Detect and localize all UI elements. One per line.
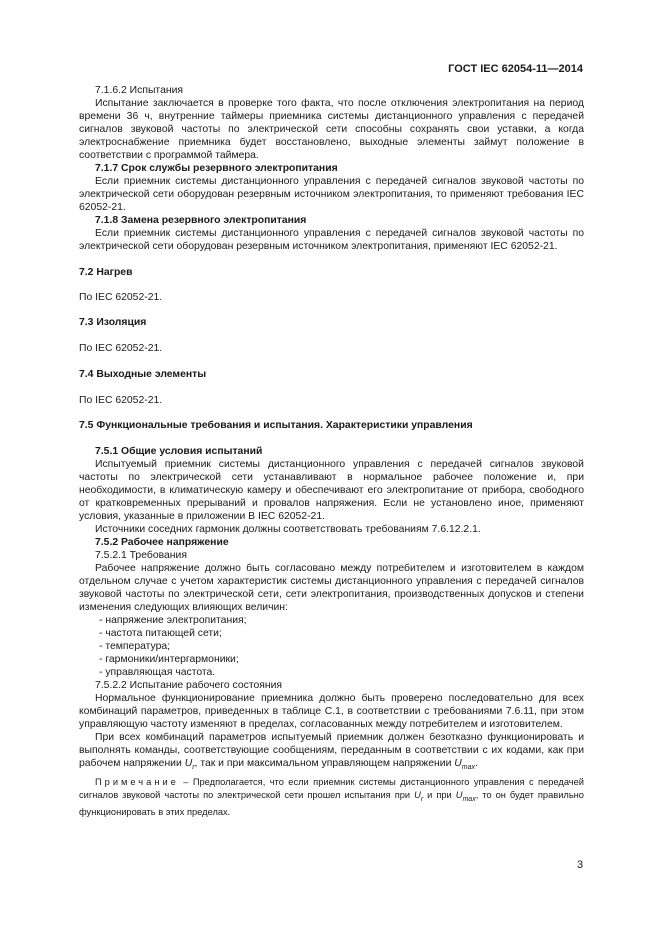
list-item: - частота питающей сети; [99, 628, 222, 639]
paragraph: Нормальное функционирование приемника должно быть проверено последовательно для всех комбинаций параметров, приведенных в таблице С.1, в соответствии с требованиями 7.6.11, при этом управляющую частоту изменяют в пределах, согласованных между потребителем и изготовителем. [79, 693, 584, 730]
influencing-quantities-list [79, 614, 604, 679]
paragraph: Рабочее напряжение должно быть согласовано между потребителем и изготовителем в каждом отдельном случае с учетом характеристик системы дистанционного управления с передачей сигналов звуковой частоты по электрической сети, сети электропитания, производственных допусков и степени изменения следующих влияющих величин: [79, 563, 584, 613]
paragraph: По IEC 62052-21. [79, 343, 163, 354]
section-title-7-1-6-2: 7.1.6.2 Испытания [95, 85, 184, 96]
document-header: ГОСТ IEC 62054-11—2014 [448, 63, 583, 75]
section-title-7-3: 7.3 Изоляция [79, 317, 147, 328]
section-title-7-5-2: 7.5.2 Рабочее напряжение [95, 537, 229, 548]
section-title-7-4: 7.4 Выходные элементы [79, 369, 207, 380]
list-item: - напряжение электропитания; [99, 615, 247, 626]
paragraph: По IEC 62052-21. [79, 292, 163, 303]
paragraph: Если приемник системы дистанционного управления с передачей сигналов звуковой частоты по электрической сети оборудован резервным источником электропитания, то применяют требования IEC 62052-21. [79, 176, 584, 213]
note: Примечание – Предполагается, что если приемник системы дистанционного управления с передачей сигналов звуковой частоты по электрической сети прошел испытания при $U_r$ и при $U_{max}$, то он будет правильно функционировать в этих пределах. [79, 777, 584, 817]
note-label: Примечание [95, 777, 179, 787]
section-title-7-1-8: 7.1.8 Замена резервного электропитания [95, 215, 307, 226]
section-title-7-5-2-1: 7.5.2.1 Требования [95, 550, 187, 561]
list-item: - управляющая частота. [99, 667, 216, 678]
paragraph: По IEC 62052-21. [79, 395, 163, 406]
paragraph: Если приемник системы дистанционного управления с передачей сигналов звуковой частоты по электрической сети оборудован резервным источником электропитания, применяют IEC 62052-21. [79, 228, 584, 252]
list-item: - температура; [99, 641, 171, 652]
page-number: 3 [577, 859, 584, 871]
section-title-7-5-1: 7.5.1 Общие условия испытаний [95, 446, 263, 457]
list-item: - гармоники/интергармоники; [99, 654, 239, 665]
section-title-7-5-2-2: 7.5.2.2 Испытание рабочего состояния [95, 680, 283, 691]
paragraph: Испытание заключается в проверке того факта, что после отключения электропитания на период времени 36 ч, внутренние таймеры приемника системы дистанционного управления с передачей сигналов звуковой частоты по электрической сети способны сохранять свои уставки, а когда электроснабжение приемника будет восстановлено, выходные элементы займут положение в соответствии с программой таймера. [79, 98, 584, 161]
paragraph: При всех комбинаций параметров испытуемый приемник должен безотказно функционировать и выполнять команды, соответствующие сообщениям, переданным в соответствии с их кодами, как при рабочем напряжении $U_r$, так и при максимальном управляющем напряжении $U_{max}$. [79, 732, 584, 772]
section-title-7-1-7: 7.1.7 Срок службы резервного электропитания [95, 163, 338, 174]
section-title-7-5: 7.5 Функциональные требования и испытания. Характеристики управления [79, 420, 473, 431]
paragraph: Испытуемый приемник системы дистанционного управления с передачей сигналов звуковой частоты по электрической сети устанавливают в нормальное рабочее положение и, при необходимости, в климатическую камеру и обеспечивают его электропитание от прибора, свободного от кратковременных прерываний и провалов напряжения. Если не установлено иное, применяют условия, указанные в приложении В IEC 62052-21. [79, 459, 584, 522]
section-title-7-2: 7.2 Нагрев [79, 267, 133, 278]
paragraph: Источники соседних гармоник должны соответствовать требованиям 7.6.12.2.1. [95, 524, 481, 535]
